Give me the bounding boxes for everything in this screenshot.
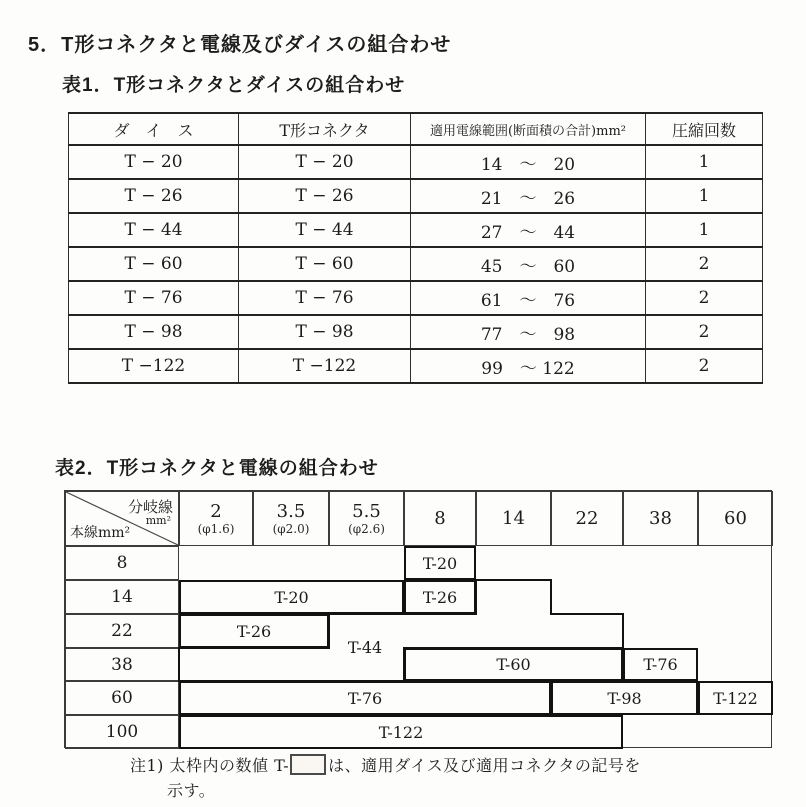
wire-range-cell: 14 ～ 20 [411,145,646,179]
branch-size: 60 [724,507,747,529]
dice-cell: T − 20 [69,145,239,179]
region-t60: T-60 [404,648,623,681]
branch-diameter: (φ2.6) [348,521,385,536]
compression-count-cell: 2 [646,315,763,349]
wire-range-cell: 99 ～ 122 [411,349,646,383]
region-t122-row100: T-122 [179,715,623,749]
compression-count-cell: 2 [646,281,763,315]
table1-header-row [69,113,763,145]
connector-cell: T − 44 [239,213,411,247]
wire-range-cell: 61 ～ 76 [411,281,646,315]
region-t26-row14: T-26 [404,580,476,614]
branch-wire-label: 分岐線 [127,498,173,516]
table-row [69,179,763,213]
branch-size: 14 [502,507,525,529]
table-row [69,213,763,247]
connector-cell: T − 26 [239,179,411,213]
footnote-suffix: は、適用ダイス及び適用コネクタの記号を [328,756,641,775]
branch-size: 38 [649,507,672,529]
branch-col-header [179,491,253,546]
main-row-header: 22 [65,614,179,648]
branch-wire-unit: mm² [145,514,171,527]
region-t76-row38: T-76 [623,648,698,681]
table-row [69,349,763,383]
connector-cell: T − 20 [239,145,411,179]
branch-col-header [329,491,404,546]
blank-box-symbol [290,754,326,775]
region-t76-row60: T-76 [179,681,551,715]
compression-count-cell: 2 [646,247,763,281]
footnote-line1 [130,753,641,778]
compression-count-cell: 1 [646,179,763,213]
branch-size: 2 [210,500,222,522]
connector-cell: T −122 [239,349,411,383]
main-row-header: 14 [65,580,179,614]
main-row-header: 100 [65,715,179,749]
compression-count-cell: 1 [646,213,763,247]
connector-cell: T − 76 [239,281,411,315]
dice-cell: T − 60 [69,247,239,281]
branch-col-header [404,491,476,546]
branch-size: 3.5 [276,500,306,522]
table1-caption: 表1．T形コネクタとダイスの組合わせ [62,75,406,96]
table2-caption: 表2．T形コネクタと電線の組合わせ [55,458,379,479]
dice-cell: T −122 [69,349,239,383]
dice-cell: T − 26 [69,179,239,213]
footnote-prefix: 注1) 太枠内の数値 T- [130,756,290,775]
compression-count-cell: 2 [646,349,763,383]
table-row [69,145,763,179]
table1-header-wire-range: 適用電線範囲(断面積の合計)mm² [411,113,646,145]
main-row-header: 38 [65,648,179,681]
table1-header-compression-count: 圧縮回数 [646,113,763,145]
branch-col-header [253,491,329,546]
branch-col-header [698,491,773,546]
branch-diameter: (φ1.6) [197,521,235,536]
dice-cell: T − 76 [69,281,239,315]
table1-connector-dice [68,112,763,384]
table1-header-connector: T形コネクタ [239,113,411,145]
main-row-header: 60 [65,681,179,715]
wire-range-cell: 21 ～ 26 [411,179,646,213]
corner-header-cell [65,491,179,546]
wire-range-cell: 27 ～ 44 [411,213,646,247]
connector-cell: T − 60 [239,247,411,281]
table-row [69,281,763,315]
branch-size: 5.5 [352,500,381,522]
main-row-header: 8 [65,546,179,580]
region-t20-row8: T-20 [404,546,476,580]
footnote-line2: 示す。 [167,781,216,800]
compression-count-cell: 1 [646,145,763,179]
table2-connector-wire-matrix [64,490,772,748]
wire-range-cell: 77 ～ 98 [411,315,646,349]
page-title: 5．T形コネクタと電線及びダイスの組合わせ [28,34,452,56]
table1-header-dice: ダ イ ス [69,113,239,145]
wire-range-cell: 45 ～ 60 [411,247,646,281]
branch-diameter: (φ2.0) [272,521,310,536]
region-t98: T-98 [551,681,698,715]
branch-col-header [623,491,698,546]
branch-col-header [551,491,623,546]
dice-cell: T − 44 [69,213,239,247]
connector-cell: T − 98 [239,315,411,349]
branch-col-header [476,491,551,546]
table-row [69,247,763,281]
main-wire-label: 本線mm² [70,525,131,541]
branch-size: 22 [575,507,599,529]
table-row [69,315,763,349]
region-t20-row14: T-20 [179,580,404,614]
region-t44: T-44 [347,637,383,657]
region-t122-row60: T-122 [698,681,773,715]
branch-size: 8 [434,507,446,529]
region-t26-row22: T-26 [179,614,329,648]
dice-cell: T − 98 [69,315,239,349]
footnote [130,753,641,803]
